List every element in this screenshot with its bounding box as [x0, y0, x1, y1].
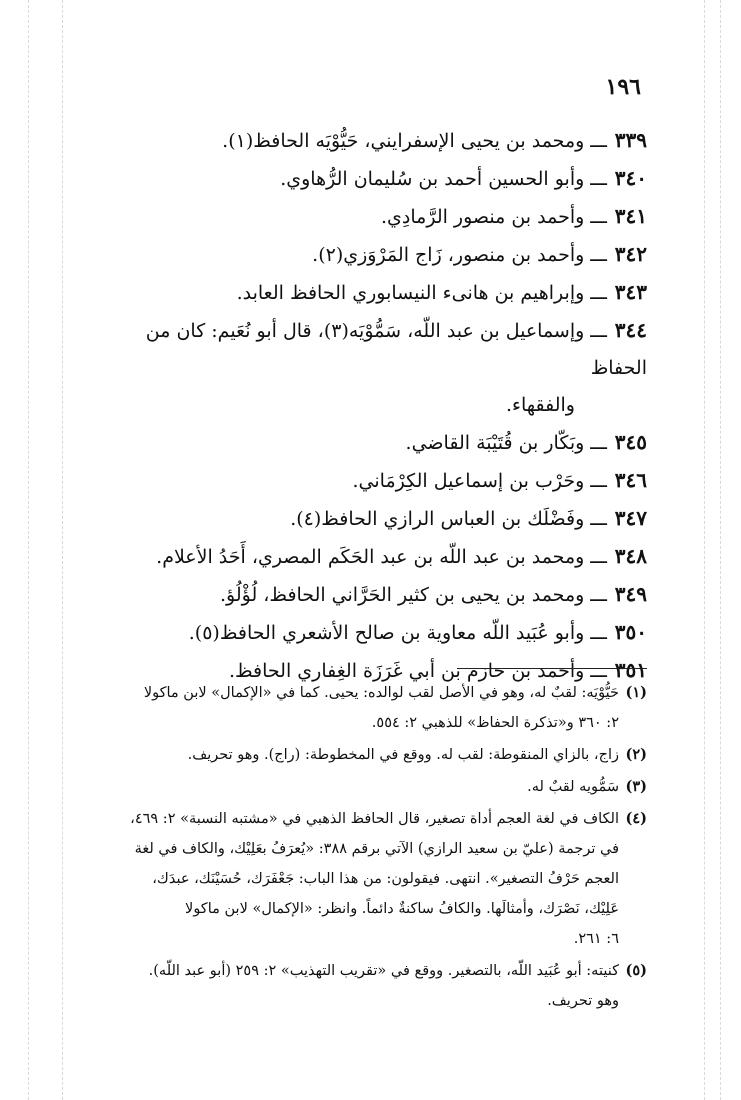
footnote-text: الكاف في لغة العجم أداة تصغير، قال الحافظ الذهبي في «مشتبه النسبة» ٢: ٤٦٩، [130, 811, 619, 827]
page-number: ١٩٦ [605, 74, 641, 100]
footnote-number: (٢) [625, 746, 647, 763]
entry-number: ٣٤٣ [614, 280, 647, 304]
entry-item [87, 576, 647, 614]
entry-dash: ـــ [590, 546, 607, 568]
entry-text: وأبو عُبَيد اللّه معاوية بن صالح الأشعري الحافظ(٥). [188, 622, 585, 644]
entry-text: وأحمد بن منصور، زَاج المَرْوَزي(٢). [312, 244, 585, 266]
entry-number: ٣٤٥ [614, 430, 647, 454]
entry-item [87, 500, 647, 538]
entry-number: ٣٤٩ [614, 582, 647, 606]
footnote-number: (٥) [625, 962, 647, 979]
entry-dash: ـــ [590, 130, 607, 152]
entry-item [87, 198, 647, 236]
footnote-number: (٣) [625, 778, 647, 795]
footnote-text-line: وهو تحريف. [547, 993, 619, 1009]
footnote-first-line [527, 779, 647, 795]
footnote-text-line: عَلِيْك، نَصْرَك، وأمثالَها. والكافُ ساكنةٌ دائماً. وانظر: «الإكمال» لابن ماكولا [185, 901, 619, 917]
entry-item [87, 462, 647, 500]
entry-item [87, 424, 647, 462]
entry-dash: ـــ [590, 282, 607, 304]
footnote-item [87, 956, 647, 1016]
entry-item [87, 312, 647, 424]
entry-item [87, 614, 647, 652]
entry-text: وأحمد بن منصور الرَّمادِي. [381, 206, 585, 228]
entry-number: ٣٤٠ [614, 166, 647, 190]
footnote-number: (١) [625, 684, 647, 701]
footnote-item [87, 804, 647, 954]
entry-number: ٣٤١ [614, 204, 647, 228]
entry-text: ومحمد بن عبد اللّه بن عبد الحَكَم المصري، أَحَدُ الأعلام. [156, 546, 585, 568]
entry-dash: ـــ [590, 508, 607, 530]
entry-text: وحَرْب بن إسماعيل الكِرْمَاني. [352, 470, 585, 492]
entry-list [87, 122, 647, 690]
entry-number: ٣٤٢ [614, 242, 647, 266]
entry-text: ومحمد بن يحيى بن كثير الحَرَّاني الحافظ، لُؤْلُؤ. [219, 584, 585, 606]
footnote-text: سَمُّويه لقبٌ له. [527, 779, 619, 795]
entry-text: وأحمد بن حازم بن أبي غَرَزَة الغِفاري الحافظ. [228, 660, 585, 682]
footnote-number: (٤) [625, 810, 647, 827]
footnote-text-line: ٦: ٢٦١. [573, 931, 619, 947]
footnote-text: كنيته: أبو عُبَيد اللّه، بالتصغير. ووقع في «تقريب التهذيب» ٢: ٢٥٩ (أبو عبد اللّه). [148, 963, 619, 979]
entry-number: ٣٤٦ [614, 468, 647, 492]
entry-item [87, 538, 647, 576]
entry-dash: ـــ [590, 660, 607, 682]
entry-text: وأبو الحسين أحمد بن سُليمان الرُّهاوي. [280, 168, 585, 190]
entry-item [87, 236, 647, 274]
entry-dash: ـــ [590, 320, 607, 342]
footnote-text-line: في ترجمة (عليّ بن سعيد الرازي) الآتي برقم ٣٨٨: «يُعرَفُ بعَلِيْك، والكاف في لغة [134, 841, 619, 857]
scan-fold-line [62, 0, 63, 1100]
entry-number: ٣٤٨ [614, 544, 647, 568]
entry-number: ٣٣٩ [614, 128, 647, 152]
entry-number: ٣٤٧ [614, 506, 647, 530]
entry-continuation: والفقهاء. [506, 394, 575, 416]
footnote-first-line [144, 685, 647, 701]
footnote-first-line [188, 747, 647, 763]
scan-fold-line [28, 0, 29, 1100]
entry-text: ومحمد بن يحيى الإسفرايني، حَيُّوْيَه الحافظ(١). [222, 130, 585, 152]
entry-dash: ـــ [590, 470, 607, 492]
footnote-item [87, 740, 647, 770]
entry-number: ٣٤٤ [614, 318, 647, 342]
scan-fold-line [720, 0, 721, 1100]
entry-text: وفَضْلَك بن العباس الرازي الحافظ(٤). [290, 508, 585, 530]
footnote-item [87, 678, 647, 738]
entry-text: وإبراهيم بن هانىء النيسابوري الحافظ العابد. [236, 282, 585, 304]
entry-number: ٣٥٠ [614, 620, 647, 644]
entry-item [87, 122, 647, 160]
entry-item [87, 274, 647, 312]
footnote-list [87, 678, 647, 1018]
entry-dash: ـــ [590, 432, 607, 454]
footnote-separator [457, 668, 647, 669]
entry-dash: ـــ [590, 168, 607, 190]
scan-fold-line [704, 0, 705, 1100]
entry-item [87, 160, 647, 198]
entry-dash: ـــ [590, 584, 607, 606]
entry-text: وإسماعيل بن عبد اللّه، سَمُّوْيَه(٣)، قال أبو نُعَيم: كان من الحفاظ [145, 320, 647, 379]
footnote-text-line: ٢: ٣٦٠ و«تذكرة الحفاظ» للذهبي ٢: ٥٥٤. [371, 715, 619, 731]
entry-dash: ـــ [590, 206, 607, 228]
footnote-text-line: العجم حَرْفُ التصغير». انتهى. فيقولون: من هذا الباب: جَعْفَرَك، حُسَيْنَك، عبدَك، [152, 871, 619, 887]
footnote-first-line [130, 811, 647, 827]
entry-dash: ـــ [590, 244, 607, 266]
entry-number: ٣٥١ [614, 658, 647, 682]
footnote-first-line [149, 963, 647, 979]
footnote-item [87, 772, 647, 802]
entry-dash: ـــ [590, 622, 607, 644]
entry-text: وبَكّار بن قُتَيْبَة القاضي. [405, 432, 585, 454]
footnote-text: زاج، بالزاي المنقوطة: لقب له. ووقع في المخطوطة: (راج). وهو تحريف. [187, 747, 619, 763]
footnote-text: حَيُّوْيَه: لقبٌ له، وهو في الأصل لقب لوالده: يحيى. كما في «الإكمال» لابن ماكولا [143, 685, 619, 701]
